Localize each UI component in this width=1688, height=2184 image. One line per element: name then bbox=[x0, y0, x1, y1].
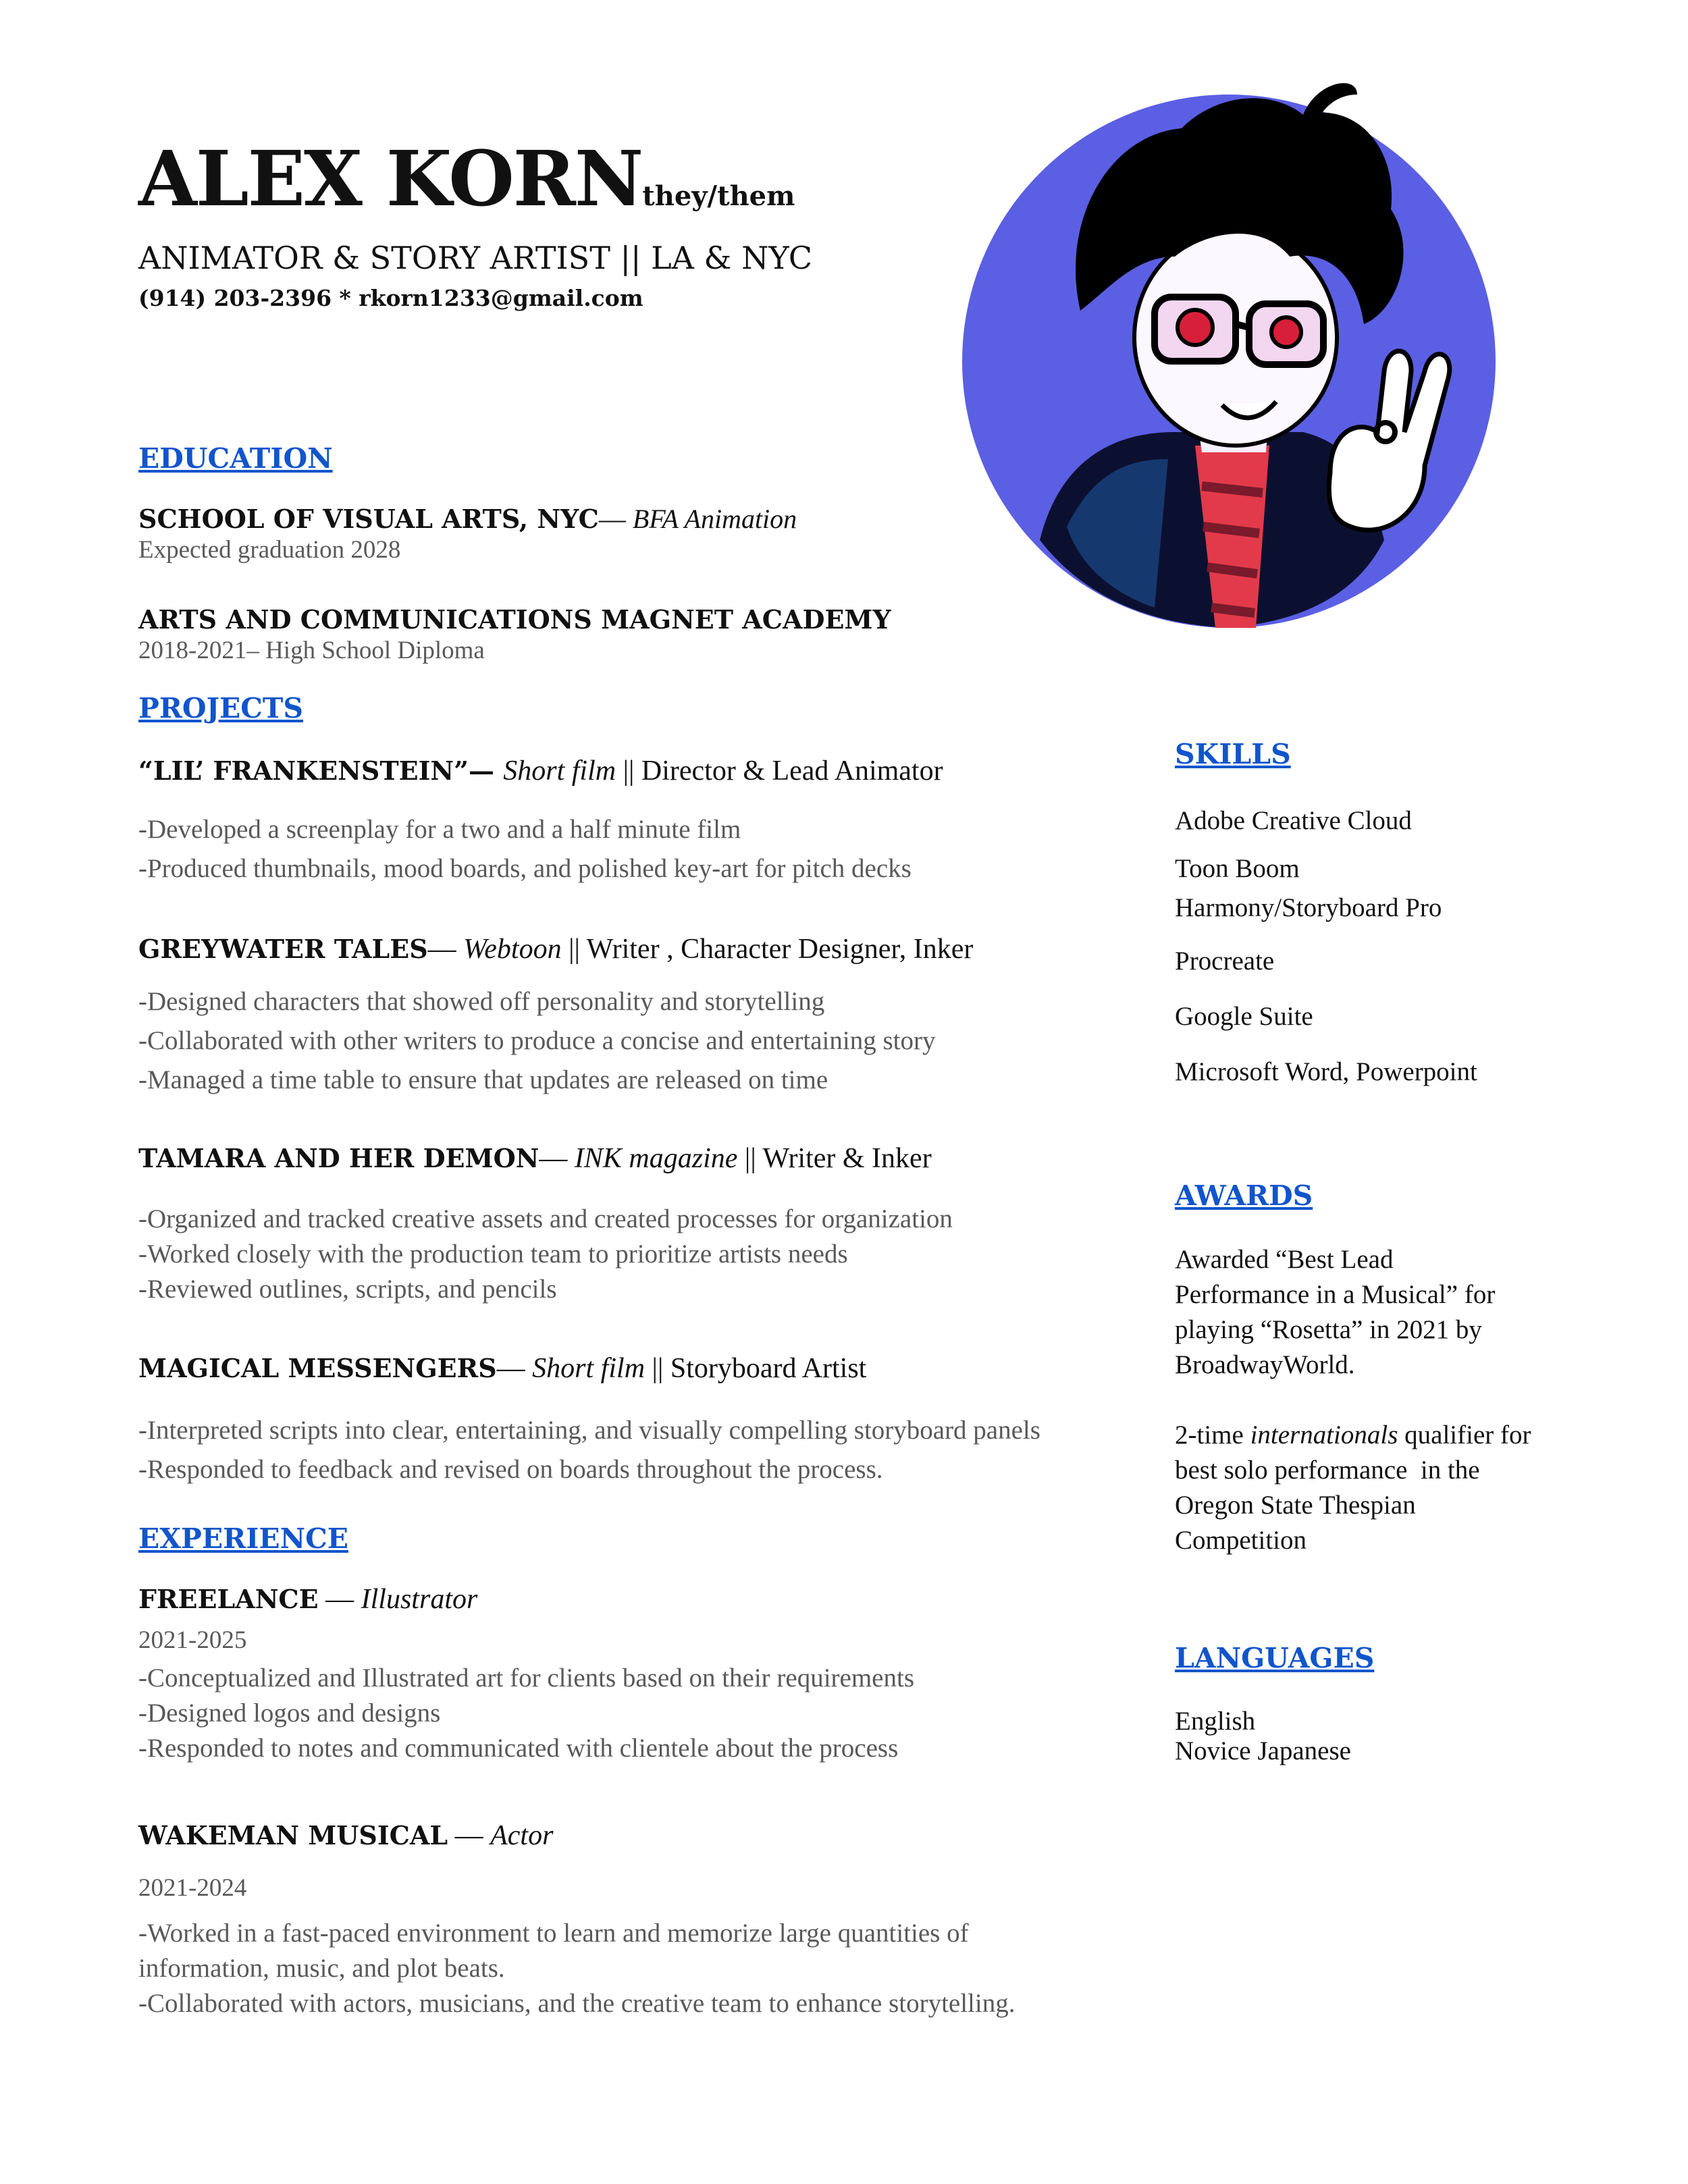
skill-item: Microsoft Word, Powerpoint bbox=[1175, 1057, 1477, 1086]
separator: — bbox=[496, 1353, 533, 1384]
school-name: SCHOOL OF VISUAL ARTS, NYC bbox=[138, 504, 599, 534]
project-role: || Writer & Inker bbox=[737, 1143, 932, 1174]
project-role: || Writer , Character Designer, Inker bbox=[561, 934, 974, 965]
experience-title-2 bbox=[138, 1819, 553, 1852]
separator: — bbox=[427, 934, 464, 965]
project-name: “LIL’ FRANKENSTEIN” bbox=[138, 755, 469, 786]
experience-dates-1: 2021-2025 bbox=[138, 1626, 247, 1654]
separator: — bbox=[448, 1820, 491, 1851]
experience-role: Actor bbox=[490, 1820, 554, 1851]
project-medium: Webtoon bbox=[463, 934, 562, 965]
school-name: ARTS AND COMMUNICATIONS MAGNET ACADEMY bbox=[138, 604, 891, 635]
project-bullets-1 bbox=[138, 810, 912, 888]
bullet: -Developed a screenplay for a two and a half minute film bbox=[138, 815, 741, 844]
skill-item: Toon Boom bbox=[1175, 854, 1300, 883]
education-item-2 bbox=[138, 604, 891, 635]
bullet: -Responded to notes and communicated with clientele about the process bbox=[138, 1734, 899, 1763]
separator: — bbox=[598, 504, 633, 534]
award-text: qualifier for bbox=[1398, 1420, 1531, 1449]
project-bullets-2 bbox=[138, 982, 935, 1100]
experience-title-1 bbox=[138, 1583, 477, 1616]
bullet: -Worked closely with the production team to prioritize artists needs bbox=[138, 1240, 848, 1269]
bullet: -Organized and tracked creative assets and created processes for organization bbox=[138, 1204, 953, 1233]
bullet: -Managed a time table to ensure that updates are released on time bbox=[138, 1065, 828, 1094]
education-heading: EDUCATION bbox=[138, 442, 333, 475]
bullet: -Designed characters that showed off personality and storytelling bbox=[138, 987, 825, 1016]
bullet: -Collaborated with actors, musicians, and the creative team to enhance storytelling. bbox=[138, 1989, 1016, 2018]
projects-heading: PROJECTS bbox=[138, 692, 304, 724]
award-line bbox=[1175, 1418, 1580, 1453]
bullet: -Conceptualized and Illustrated art for clients based on their requirements bbox=[138, 1663, 914, 1693]
pronouns: they/them bbox=[642, 180, 795, 212]
project-name: TAMARA AND HER DEMON bbox=[138, 1143, 539, 1173]
language-item: Novice Japanese bbox=[1175, 1736, 1351, 1765]
experience-dates-2: 2021-2024 bbox=[138, 1874, 247, 1902]
contact-line: (914) 203-2396 * rkorn1233@gmail.com bbox=[138, 285, 643, 311]
separator: — bbox=[539, 1143, 575, 1174]
award-text-italic: internationals bbox=[1250, 1420, 1398, 1449]
experience-heading: EXPERIENCE bbox=[138, 1522, 349, 1555]
project-role: || Director & Lead Animator bbox=[616, 755, 943, 787]
project-medium: INK magazine bbox=[574, 1143, 738, 1174]
separator: — bbox=[318, 1584, 361, 1615]
project-name: MAGICAL MESSENGERS bbox=[138, 1353, 497, 1383]
project-name: GREYWATER TALES bbox=[138, 934, 428, 964]
bullet: -Designed logos and designs bbox=[138, 1699, 441, 1728]
education-item-1 bbox=[138, 503, 797, 535]
project-medium: Short film bbox=[532, 1353, 645, 1384]
award-line: Competition bbox=[1175, 1526, 1307, 1555]
skill-item: Procreate bbox=[1175, 947, 1275, 976]
language-item: English bbox=[1175, 1707, 1256, 1736]
bullet: -Responded to feedback and revised on boards throughout the process. bbox=[138, 1455, 883, 1484]
award-line: Awarded “Best Lead bbox=[1175, 1245, 1394, 1274]
award-line: playing “Rosetta” in 2021 by bbox=[1175, 1315, 1482, 1344]
skill-item: Adobe Creative Cloud bbox=[1175, 806, 1412, 835]
experience-role: Illustrator bbox=[361, 1584, 478, 1615]
bullet: -Collaborated with other writers to produce a concise and entertaining story bbox=[138, 1026, 936, 1055]
awards-heading: AWARDS bbox=[1175, 1179, 1313, 1212]
bullet: information, music, and plot beats. bbox=[138, 1954, 505, 1983]
languages-heading: LANGUAGES bbox=[1175, 1642, 1375, 1674]
separator: — bbox=[468, 755, 504, 786]
skill-item: Google Suite bbox=[1175, 1002, 1313, 1031]
education-detail-1: Expected graduation 2028 bbox=[138, 536, 401, 564]
skills-heading: SKILLS bbox=[1175, 738, 1291, 770]
project-bullets-3 bbox=[138, 1202, 953, 1307]
award-text: 2-time bbox=[1175, 1420, 1250, 1449]
name: ALEX KORN bbox=[138, 135, 643, 223]
project-title-3 bbox=[138, 1142, 932, 1175]
skill-item: Harmony/Storyboard Pro bbox=[1175, 893, 1442, 922]
project-title-1 bbox=[138, 755, 943, 787]
award-line: Performance in a Musical” for bbox=[1175, 1280, 1496, 1309]
experience-name: WAKEMAN MUSICAL bbox=[138, 1820, 448, 1850]
award-line: Oregon State Thespian bbox=[1175, 1491, 1416, 1520]
project-title-4 bbox=[138, 1352, 866, 1385]
experience-bullets-2 bbox=[138, 1916, 1015, 2021]
degree: BFA Animation bbox=[632, 504, 797, 534]
languages-list bbox=[1175, 1707, 1351, 1766]
bullet: -Produced thumbnails, mood boards, and polished key-art for pitch decks bbox=[138, 854, 912, 883]
education-detail-2: 2018-2021– High School Diploma bbox=[138, 637, 485, 664]
avatar bbox=[952, 54, 1506, 635]
bullet: -Interpreted scripts into clear, entertaining, and visually compelling storyboard panels bbox=[138, 1416, 1040, 1445]
award-line: best solo performance in the bbox=[1175, 1456, 1480, 1485]
bullet: -Reviewed outlines, scripts, and pencils bbox=[138, 1275, 557, 1304]
name-block bbox=[138, 135, 795, 223]
experience-bullets-1 bbox=[138, 1661, 914, 1766]
subtitle: ANIMATOR & STORY ARTIST || LA & NYC bbox=[138, 240, 813, 276]
project-bullets-4 bbox=[138, 1411, 1040, 1489]
bullet: -Worked in a fast-paced environment to learn and memorize large quantities of bbox=[138, 1919, 969, 1948]
skills-list bbox=[1175, 803, 1477, 1090]
awards-list bbox=[1175, 1242, 1580, 1558]
project-medium: Short film bbox=[503, 755, 616, 787]
project-title-2 bbox=[138, 933, 973, 965]
project-role: || Storyboard Artist bbox=[645, 1353, 867, 1384]
experience-name: FREELANCE bbox=[138, 1584, 319, 1614]
award-line: BroadwayWorld. bbox=[1175, 1350, 1355, 1379]
